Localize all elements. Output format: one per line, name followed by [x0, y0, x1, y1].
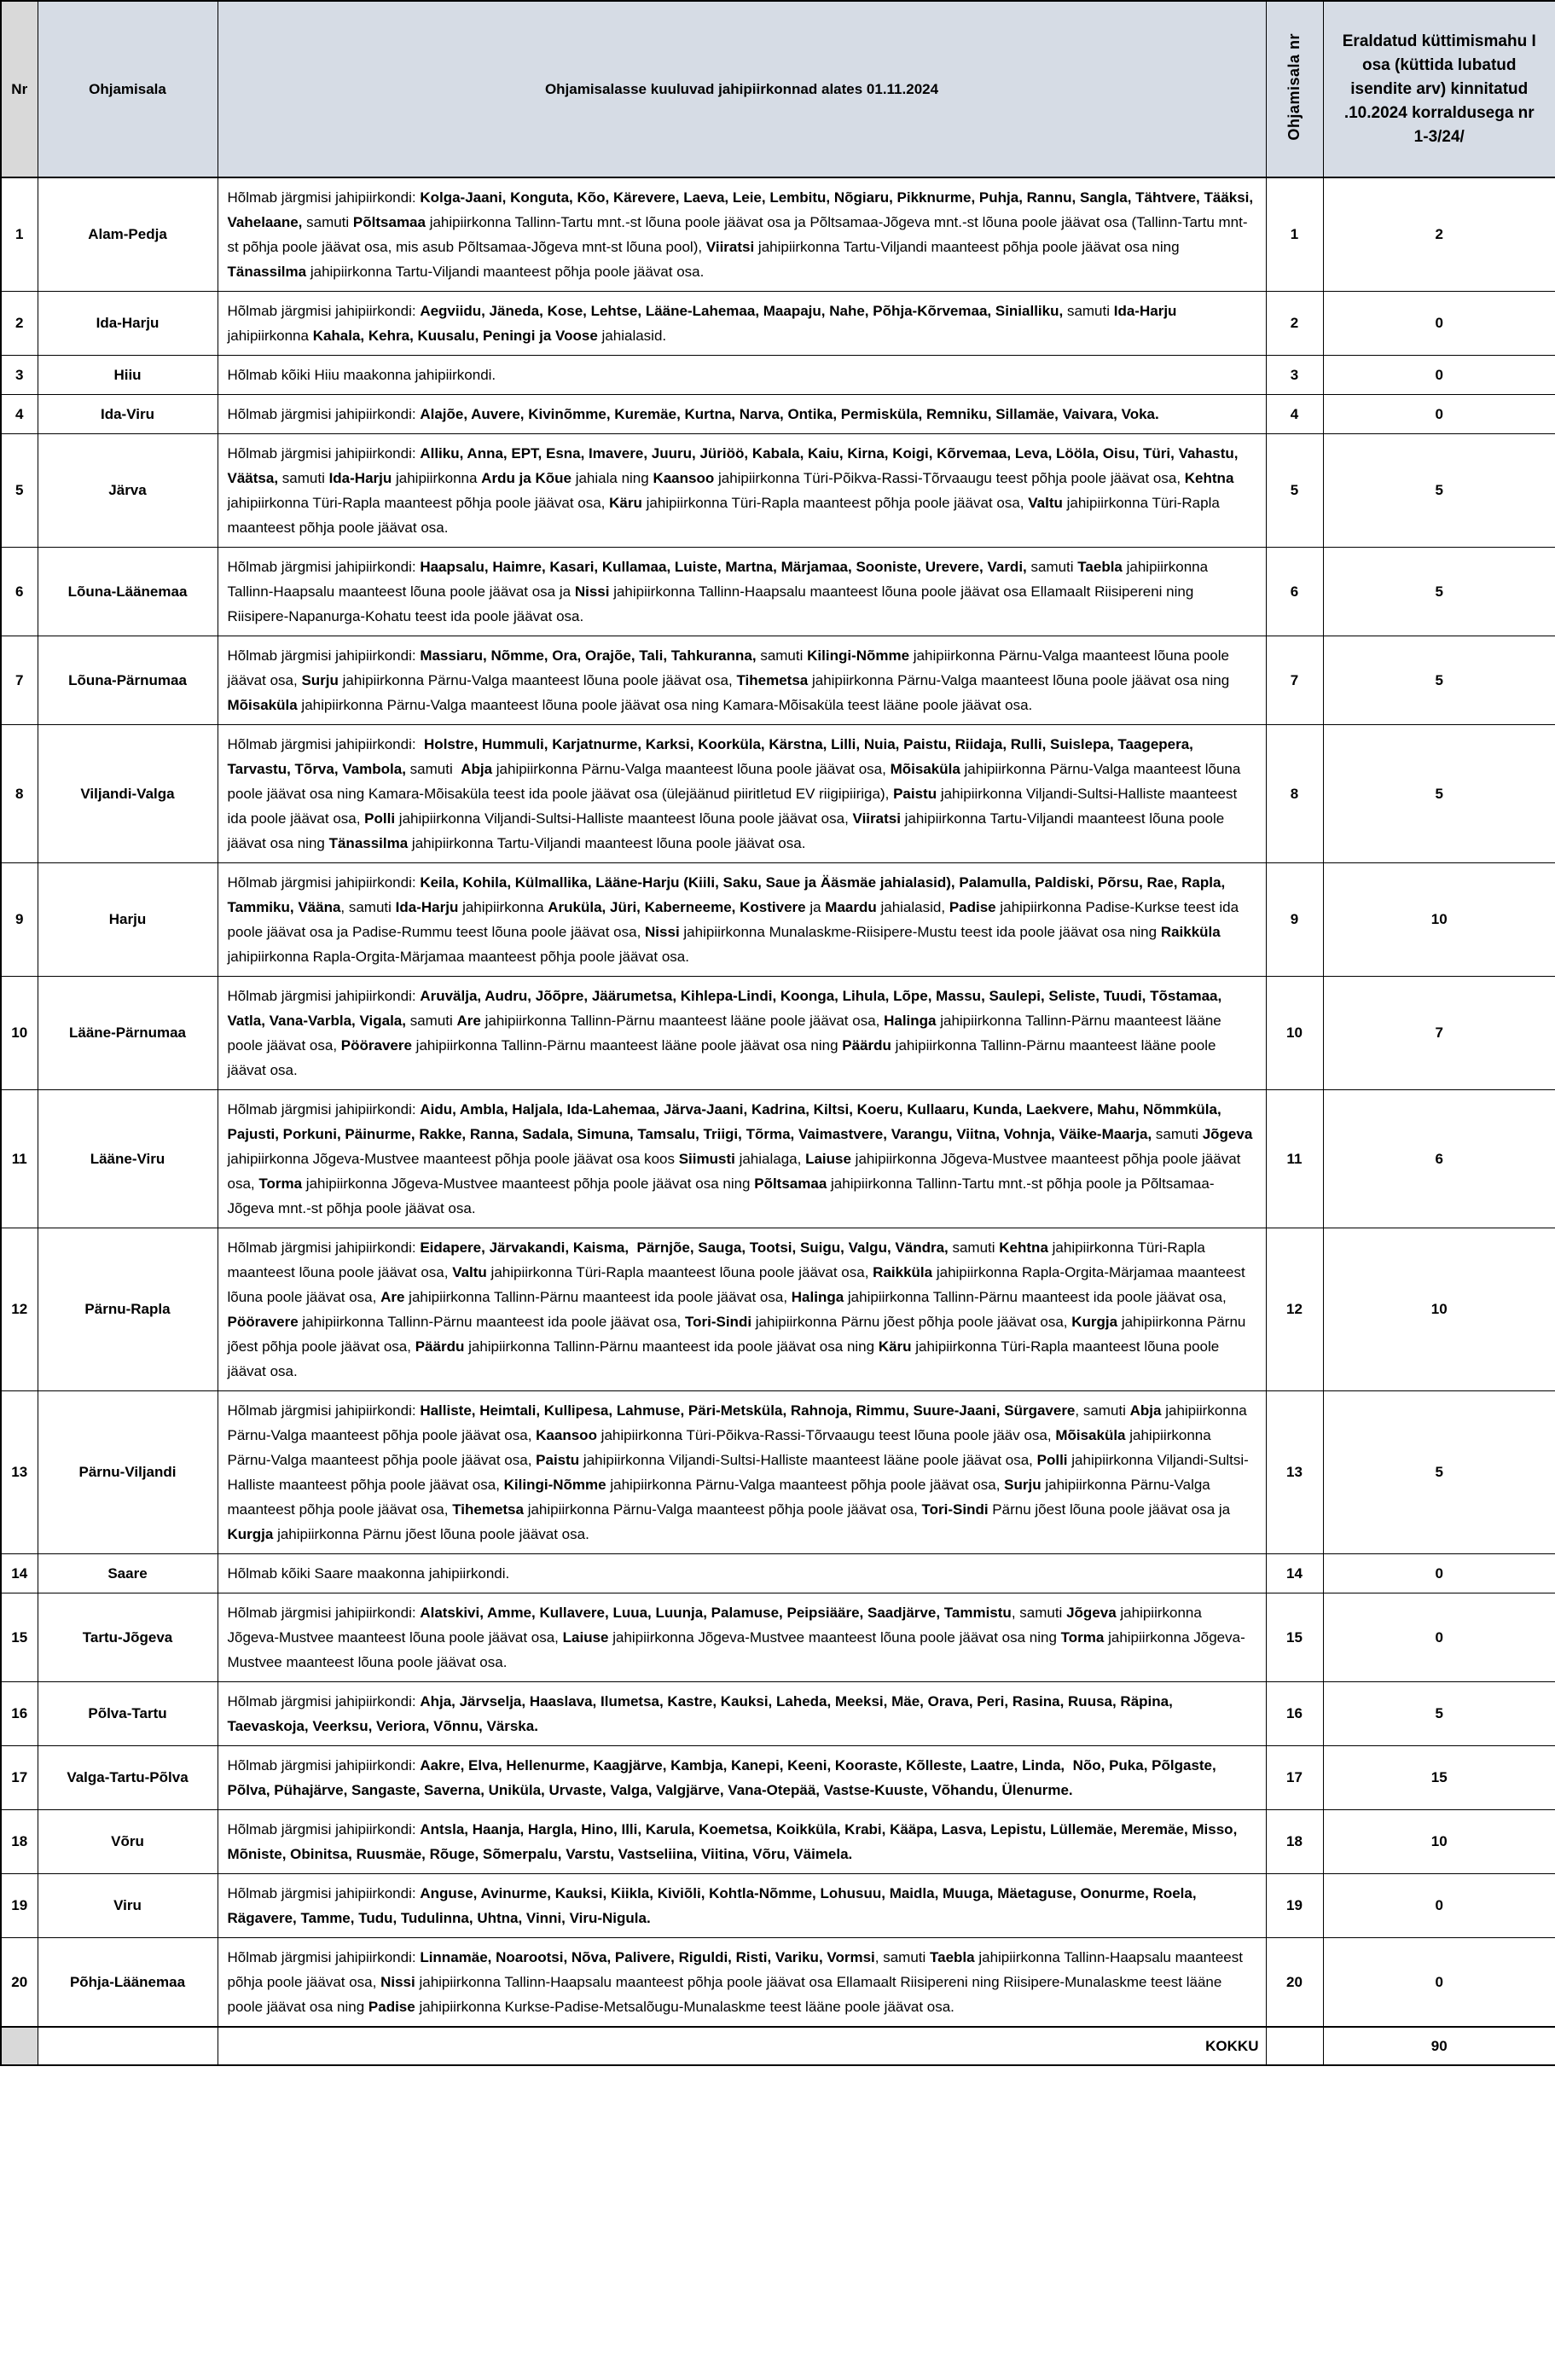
- row-quota: 0: [1323, 292, 1555, 356]
- row-quota: 5: [1323, 725, 1555, 863]
- total-nr-cell: [1, 2027, 38, 2065]
- row-quota: 5: [1323, 636, 1555, 725]
- table-row: [1, 548, 1555, 636]
- row-area-nr: 19: [1266, 1874, 1323, 1938]
- row-area-name: Viru: [38, 1874, 218, 1938]
- row-area-name: Lääne-Pärnumaa: [38, 977, 218, 1090]
- col-header-districts: Ohjamisalasse kuuluvad jahipiirkonnad alates 01.11.2024: [218, 1, 1266, 177]
- table-row: [1, 636, 1555, 725]
- table-row: [1, 1554, 1555, 1593]
- row-area-nr: 7: [1266, 636, 1323, 725]
- row-quota: 15: [1323, 1746, 1555, 1810]
- row-quota: 0: [1323, 1554, 1555, 1593]
- col-header-nr: Nr: [1, 1, 38, 177]
- row-number: 4: [1, 395, 38, 434]
- row-area-nr: 8: [1266, 725, 1323, 863]
- table-row: [1, 1682, 1555, 1746]
- row-number: 17: [1, 1746, 38, 1810]
- total-areanr-cell: [1266, 2027, 1323, 2065]
- row-area-nr: 14: [1266, 1554, 1323, 1593]
- row-districts-text: Hõlmab järgmisi jahipiirkondi: Ahja, Järvselja, Haaslava, Ilumetsa, Kastre, Kauksi, Laheda, Meeksi, Mäe, Orava, Peri, Rasina, Ruusa, Räpina, Taevaskoja, Veerksu, Veriora, Võnnu, Värska.: [218, 1682, 1266, 1746]
- row-number: 14: [1, 1554, 38, 1593]
- table-row: [1, 1593, 1555, 1682]
- row-districts-text: Hõlmab järgmisi jahipiirkondi: Alatskivi, Amme, Kullavere, Luua, Luunja, Palamuse, Peipsiääre, Saadjärve, Tammistu, samuti Jõgeva jahipiirkonna Jõgeva-Mustvee maanteest lõuna poole jäävat osa, Laiuse jahipiirkonna Jõgeva-Mustvee maanteest lõuna poole jäävat osa ning Torma jahipiirkonna Jõgeva-Mustvee maanteest lõuna poole jäävat osa.: [218, 1593, 1266, 1682]
- row-number: 10: [1, 977, 38, 1090]
- row-area-nr: 15: [1266, 1593, 1323, 1682]
- row-quota: 10: [1323, 863, 1555, 977]
- row-number: 3: [1, 356, 38, 395]
- col-header-ohjamisala-nr: [1266, 1, 1323, 177]
- table-row: [1, 292, 1555, 356]
- row-area-nr: 1: [1266, 177, 1323, 292]
- row-area-nr: 16: [1266, 1682, 1323, 1746]
- table-row: [1, 1090, 1555, 1228]
- row-area-nr: 18: [1266, 1810, 1323, 1874]
- row-number: 20: [1, 1938, 38, 2028]
- row-districts-text: Hõlmab järgmisi jahipiirkondi: Aidu, Ambla, Haljala, Ida-Lahemaa, Järva-Jaani, Kadrina, Kiltsi, Koeru, Kullaaru, Kunda, Laekvere, Mahu, Nõmmküla, Pajusti, Porkuni, Päinurme, Rakke, Ranna, Sadala, Simuna, Tamsalu, Triigi, Tõrma, Vaimastvere, Varangu, Viitna, Vohnja, Väike-Maarja, samuti Jõgeva jahipiirkonna Jõgeva-Mustvee maanteest põhja poole jäävat osa koos Siimusti jahialaga, Laiuse jahipiirkonna Jõgeva-Mustvee maanteest põhja poole jäävat osa, Torma jahipiirkonna Jõgeva-Mustvee maanteest põhja poole jäävat osa ning Põltsamaa jahipiirkonna Tallinn-Tartu mnt.-st põhja poole ja Põltsamaa-Jõgeva mnt.-st põhja poole jäävat osa.: [218, 1090, 1266, 1228]
- table-row: [1, 1746, 1555, 1810]
- row-districts-text: Hõlmab järgmisi jahipiirkondi: Antsla, Haanja, Hargla, Hino, Illi, Karula, Koemetsa, Koikküla, Krabi, Kääpa, Lasva, Lepistu, Lüllemäe, Meremäe, Misso, Mõniste, Obinitsa, Ruusmäe, Rõuge, Sõmerpalu, Varstu, Vastseliina, Viitina, Võru, Väimela.: [218, 1810, 1266, 1874]
- header-row: [1, 1, 1555, 177]
- row-districts-text: Hõlmab järgmisi jahipiirkondi: Aegviidu, Jäneda, Kose, Lehtse, Lääne-Lahemaa, Maapaju, Nahe, Põhja-Kõrvemaa, Sinialliku, samuti Ida-Harju jahipiirkonna Kahala, Kehra, Kuusalu, Peningi ja Voose jahialasid.: [218, 292, 1266, 356]
- total-row: [1, 2027, 1555, 2065]
- row-area-name: Põhja-Läänemaa: [38, 1938, 218, 2028]
- table-row: [1, 395, 1555, 434]
- row-number: 9: [1, 863, 38, 977]
- table-row: [1, 1391, 1555, 1554]
- row-number: 8: [1, 725, 38, 863]
- row-number: 16: [1, 1682, 38, 1746]
- table-row: [1, 977, 1555, 1090]
- row-area-name: Viljandi-Valga: [38, 725, 218, 863]
- row-area-name: Harju: [38, 863, 218, 977]
- row-districts-text: Hõlmab järgmisi jahipiirkondi: Alajõe, Auvere, Kivinõmme, Kuremäe, Kurtna, Narva, Ontika, Permisküla, Remniku, Sillamäe, Vaivara, Voka.: [218, 395, 1266, 434]
- row-quota: 0: [1323, 356, 1555, 395]
- row-quota: 0: [1323, 1938, 1555, 2028]
- total-label: KOKKU: [218, 2027, 1266, 2065]
- row-area-name: Lõuna-Läänemaa: [38, 548, 218, 636]
- table-row: [1, 177, 1555, 292]
- row-area-name: Lääne-Viru: [38, 1090, 218, 1228]
- row-area-nr: 17: [1266, 1746, 1323, 1810]
- row-area-name: Võru: [38, 1810, 218, 1874]
- row-districts-text: Hõlmab järgmisi jahipiirkondi: Eidapere, Järvakandi, Kaisma, Pärnjõe, Sauga, Tootsi, Suigu, Valgu, Vändra, samuti Kehtna jahipiirkonna Türi-Rapla maanteest lõuna poole jäävat osa, Valtu jahipiirkonna Türi-Rapla maanteest lõuna poole jäävat osa, Raikküla jahipiirkonna Rapla-Orgita-Märjamaa maanteest lõuna poole jäävat osa, Are jahipiirkonna Tallinn-Pärnu maanteest ida poole jäävat osa, Halinga jahipiirkonna Tallinn-Pärnu maanteest ida poole jäävat osa, Pööravere jahipiirkonna Tallinn-Pärnu maanteest ida poole jäävat osa, Tori-Sindi jahipiirkonna Pärnu jõest põhja poole jäävat osa, Kurgja jahipiirkonna Pärnu jõest põhja poole jäävat osa, Päärdu jahipiirkonna Tallinn-Pärnu maanteest ida poole jäävat osa ning Käru jahipiirkonna Türi-Rapla maanteest lõuna poole jäävat osa.: [218, 1228, 1266, 1391]
- row-quota: 10: [1323, 1810, 1555, 1874]
- table-body: [1, 177, 1555, 2027]
- row-districts-text: Hõlmab järgmisi jahipiirkondi: Halliste, Heimtali, Kullipesa, Lahmuse, Päri-Metsküla, Rahnoja, Rimmu, Suure-Jaani, Sürgavere, samuti Abja jahipiirkonna Pärnu-Valga maanteest põhja poole jäävat osa, Kaansoo jahipiirkonna Türi-Põikva-Rassi-Tõrvaaugu teest lõuna poole jääv osa, Mõisaküla jahipiirkonna Pärnu-Valga maanteest põhja poole jäävat osa, Paistu jahipiirkonna Viljandi-Sultsi-Halliste maanteest lääne poole jäävat osa, Polli jahipiirkonna Viljandi-Sultsi-Halliste maanteest põhja poole jäävat osa, Kilingi-Nõmme jahipiirkonna Pärnu-Valga maanteest põhja poole jäävat osa, Surju jahipiirkonna Pärnu-Valga maanteest põhja poole jäävat osa, Tihemetsa jahipiirkonna Pärnu-Valga maanteest põhja poole jäävat osa, Tori-Sindi Pärnu jõest lõuna poole jäävat osa ja Kurgja jahipiirkonna Pärnu jõest lõuna poole jäävat osa.: [218, 1391, 1266, 1554]
- row-area-nr: 5: [1266, 434, 1323, 548]
- row-area-name: Ida-Harju: [38, 292, 218, 356]
- row-area-name: Pärnu-Rapla: [38, 1228, 218, 1391]
- row-area-nr: 10: [1266, 977, 1323, 1090]
- row-number: 6: [1, 548, 38, 636]
- row-quota: 7: [1323, 977, 1555, 1090]
- vertical-header-text: Ohjamisala nr: [1285, 33, 1303, 141]
- row-area-name: Hiiu: [38, 356, 218, 395]
- row-area-name: Lõuna-Pärnumaa: [38, 636, 218, 725]
- row-area-name: Põlva-Tartu: [38, 1682, 218, 1746]
- col-header-ohjamisala: Ohjamisala: [38, 1, 218, 177]
- row-quota: 0: [1323, 1593, 1555, 1682]
- row-districts-text: Hõlmab järgmisi jahipiirkondi: Anguse, Avinurme, Kauksi, Kiikla, Kiviõli, Kohtla-Nõmme, Lohusuu, Maidla, Muuga, Mäetaguse, Oonurme, Roela, Rägavere, Tamme, Tudu, Tudulinna, Uhtna, Vinni, Viru-Nigula.: [218, 1874, 1266, 1938]
- row-districts-text: Hõlmab järgmisi jahipiirkondi: Keila, Kohila, Külmallika, Lääne-Harju (Kiili, Saku, Saue ja Ääsmäe jahialasid), Palamulla, Paldiski, Põrsu, Rae, Rapla, Tammiku, Vääna, samuti Ida-Harju jahipiirkonna Aruküla, Jüri, Kaberneeme, Kostivere ja Maardu jahialasid, Padise jahipiirkonna Padise-Kurkse teest ida poole jäävat osa ja Padise-Rummu teest lõuna poole jäävat osa, Nissi jahipiirkonna Munalaskme-Riisipere-Mustu teest ida poole jäävat osa ning Raikküla jahipiirkonna Rapla-Orgita-Märjamaa maanteest põhja poole jäävat osa.: [218, 863, 1266, 977]
- row-number: 2: [1, 292, 38, 356]
- total-area-cell: [38, 2027, 218, 2065]
- row-districts-text: Hõlmab järgmisi jahipiirkondi: Aakre, Elva, Hellenurme, Kaagjärve, Kambja, Kanepi, Keeni, Kooraste, Kõlleste, Laatre, Linda, Nõo, Puka, Põlgaste, Põlva, Pühajärve, Sangaste, Saverna, Uniküla, Urvaste, Valga, Valgjärve, Vana-Otepää, Vastse-Kuuste, Võhandu, Ülenurme.: [218, 1746, 1266, 1810]
- row-area-nr: 4: [1266, 395, 1323, 434]
- row-area-nr: 11: [1266, 1090, 1323, 1228]
- table-header: [1, 1, 1555, 177]
- row-districts-text: Hõlmab kõiki Saare maakonna jahipiirkondi.: [218, 1554, 1266, 1593]
- row-area-nr: 20: [1266, 1938, 1323, 2028]
- row-area-nr: 3: [1266, 356, 1323, 395]
- row-number: 13: [1, 1391, 38, 1554]
- row-number: 18: [1, 1810, 38, 1874]
- table-footer: [1, 2027, 1555, 2065]
- row-number: 5: [1, 434, 38, 548]
- table-row: [1, 1874, 1555, 1938]
- row-districts-text: Hõlmab järgmisi jahipiirkondi: Haapsalu, Haimre, Kasari, Kullamaa, Luiste, Martna, Märjamaa, Sooniste, Urevere, Vardi, samuti Taebla jahipiirkonna Tallinn-Haapsalu maanteest lõuna poole jäävat osa ja Nissi jahipiirkonna Tallinn-Haapsalu maanteest lõuna poole jäävat osa Ellamaalt Riisipereni ning Riisipere-Napanurga-Kohatu teest ida poole jäävat osa.: [218, 548, 1266, 636]
- row-districts-text: Hõlmab järgmisi jahipiirkondi: Holstre, Hummuli, Karjatnurme, Karksi, Koorküla, Kärstna, Lilli, Nuia, Paistu, Riidaja, Rulli, Suislepa, Taagepera, Tarvastu, Tõrva, Vambola, samuti Abja jahipiirkonna Pärnu-Valga maanteest lõuna poole jäävat osa, Mõisaküla jahipiirkonna Pärnu-Valga maanteest lõuna poole jäävat osa ning Kamara-Mõisaküla teest ida poole jäävat osa (ülejäänud piiritletud EV riigipiiriga), Paistu jahipiirkonna Viljandi-Sultsi-Halliste maanteest ida poole jäävat osa, Polli jahipiirkonna Viljandi-Sultsi-Halliste maanteest lõuna poole jäävat osa, Viiratsi jahipiirkonna Tartu-Viljandi maanteest lõuna poole jäävat osa ning Tänassilma jahipiirkonna Tartu-Viljandi maanteest lõuna poole jäävat osa.: [218, 725, 1266, 863]
- table-row: [1, 1938, 1555, 2028]
- row-number: 1: [1, 177, 38, 292]
- row-quota: 5: [1323, 1682, 1555, 1746]
- row-quota: 0: [1323, 395, 1555, 434]
- row-number: 15: [1, 1593, 38, 1682]
- total-value: 90: [1323, 2027, 1555, 2065]
- row-quota: 0: [1323, 1874, 1555, 1938]
- table-row: [1, 356, 1555, 395]
- row-number: 7: [1, 636, 38, 725]
- row-quota: 6: [1323, 1090, 1555, 1228]
- row-area-nr: 2: [1266, 292, 1323, 356]
- table-row: [1, 1228, 1555, 1391]
- row-districts-text: Hõlmab järgmisi jahipiirkondi: Aruvälja, Audru, Jõõpre, Jäärumetsa, Kihlepa-Lindi, Koonga, Lihula, Lõpe, Massu, Saulepi, Seliste, Tuudi, Tõstamaa, Vatla, Vana-Varbla, Vigala, samuti Are jahipiirkonna Tallinn-Pärnu maanteest lääne poole jäävat osa, Halinga jahipiirkonna Tallinn-Pärnu maanteest lääne poole jäävat osa, Pööravere jahipiirkonna Tallinn-Pärnu maanteest lääne poole jäävat osa ning Päärdu jahipiirkonna Tallinn-Pärnu maanteest lääne poole jäävat osa.: [218, 977, 1266, 1090]
- table-row: [1, 725, 1555, 863]
- row-area-name: Pärnu-Viljandi: [38, 1391, 218, 1554]
- table-row: [1, 863, 1555, 977]
- row-quota: 10: [1323, 1228, 1555, 1391]
- table-row: [1, 434, 1555, 548]
- row-number: 11: [1, 1090, 38, 1228]
- row-quota: 5: [1323, 434, 1555, 548]
- col-header-quota: Eraldatud küttimismahu I osa (küttida lubatud isendite arv) kinnitatud .10.2024 korraldusega nr 1-3/24/: [1323, 1, 1555, 177]
- row-districts-text: Hõlmab kõiki Hiiu maakonna jahipiirkondi.: [218, 356, 1266, 395]
- row-area-nr: 12: [1266, 1228, 1323, 1391]
- row-area-nr: 6: [1266, 548, 1323, 636]
- row-districts-text: Hõlmab järgmisi jahipiirkondi: Kolga-Jaani, Konguta, Kõo, Kärevere, Laeva, Leie, Lembitu, Nõgiaru, Pikknurme, Puhja, Rannu, Sangla, Tähtvere, Tääksi, Vahelaane, samuti Põltsamaa jahipiirkonna Tallinn-Tartu mnt.-st lõuna poole jäävat osa ja Põltsamaa-Jõgeva mnt.-st lõuna poole jäävat osa (Tallinn-Tartu mnt-st põhja poole jäävat osa, mis asub Põltsamaa-Jõgeva mnt-st lõuna pool), Viiratsi jahipiirkonna Tartu-Viljandi maanteest põhja poole jäävat osa ning Tänassilma jahipiirkonna Tartu-Viljandi maanteest põhja poole jäävat osa.: [218, 177, 1266, 292]
- row-quota: 5: [1323, 548, 1555, 636]
- row-number: 12: [1, 1228, 38, 1391]
- row-districts-text: Hõlmab järgmisi jahipiirkondi: Linnamäe, Noarootsi, Nõva, Palivere, Riguldi, Risti, Variku, Vormsi, samuti Taebla jahipiirkonna Tallinn-Haapsalu maanteest põhja poole jäävat osa, Nissi jahipiirkonna Tallinn-Haapsalu maanteest põhja poole jäävat osa Ellamaalt Riisipereni ning Riisipere-Munalaskme teest lääne poole jäävat osa ning Padise jahipiirkonna Kurkse-Padise-Metsalõugu-Munalaskme teest lääne poole jäävat osa.: [218, 1938, 1266, 2028]
- row-area-name: Järva: [38, 434, 218, 548]
- row-quota: 5: [1323, 1391, 1555, 1554]
- row-area-name: Valga-Tartu-Põlva: [38, 1746, 218, 1810]
- row-number: 19: [1, 1874, 38, 1938]
- row-area-name: Alam-Pedja: [38, 177, 218, 292]
- row-area-name: Saare: [38, 1554, 218, 1593]
- table-row: [1, 1810, 1555, 1874]
- row-area-name: Tartu-Jõgeva: [38, 1593, 218, 1682]
- row-area-nr: 13: [1266, 1391, 1323, 1554]
- row-districts-text: Hõlmab järgmisi jahipiirkondi: Alliku, Anna, EPT, Esna, Imavere, Juuru, Jüriöö, Kabala, Kaiu, Kirna, Koigi, Kõrvemaa, Leva, Lööla, Oisu, Türi, Vahastu, Väätsa, samuti Ida-Harju jahipiirkonna Ardu ja Kõue jahiala ning Kaansoo jahipiirkonna Türi-Põikva-Rassi-Tõrvaaugu teest põhja poole jäävat osa, Kehtna jahipiirkonna Türi-Rapla maanteest põhja poole jäävat osa, Käru jahipiirkonna Türi-Rapla maanteest põhja poole jäävat osa, Valtu jahipiirkonna Türi-Rapla maanteest põhja poole jäävat osa.: [218, 434, 1266, 548]
- row-area-nr: 9: [1266, 863, 1323, 977]
- row-quota: 2: [1323, 177, 1555, 292]
- row-area-name: Ida-Viru: [38, 395, 218, 434]
- row-districts-text: Hõlmab järgmisi jahipiirkondi: Massiaru, Nõmme, Ora, Orajõe, Tali, Tahkuranna, samuti Kilingi-Nõmme jahipiirkonna Pärnu-Valga maanteest lõuna poole jäävat osa, Surju jahipiirkonna Pärnu-Valga maanteest lõuna poole jäävat osa, Tihemetsa jahipiirkonna Pärnu-Valga maanteest lõuna poole jäävat osa ning Mõisaküla jahipiirkonna Pärnu-Valga maanteest lõuna poole jäävat osa ning Kamara-Mõisaküla teest lääne poole jäävat osa.: [218, 636, 1266, 725]
